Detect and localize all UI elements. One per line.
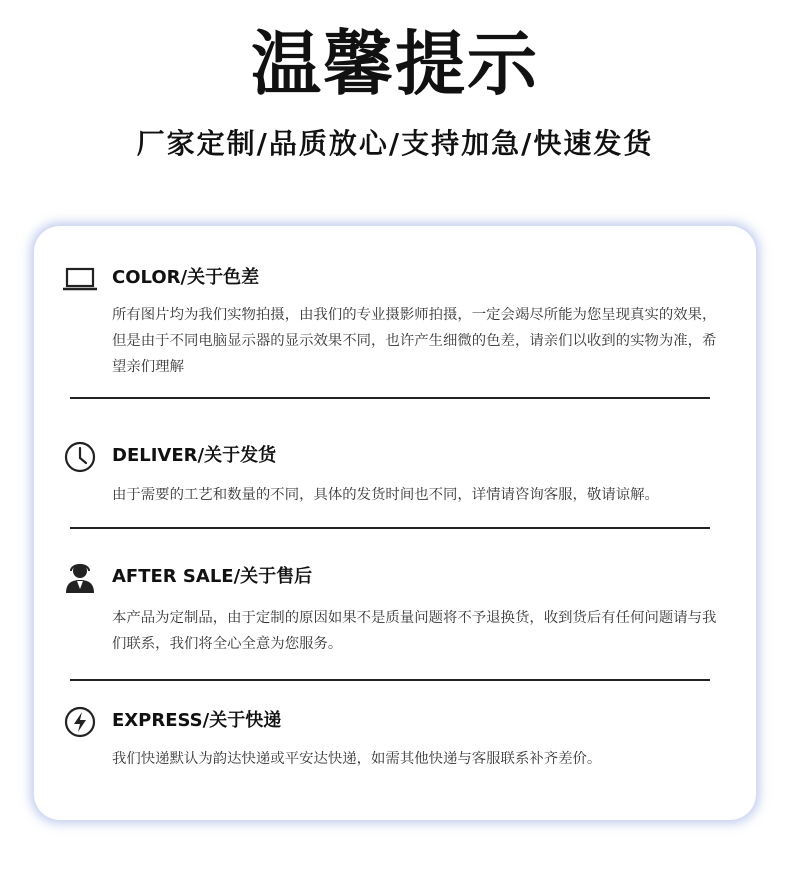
section-title: AFTER SALE/关于售后 [112,566,313,587]
section-body: 我们快递默认为韵达快递或平安达快递，如需其他快递与客服联系补齐差价。 [112,751,602,767]
page-subtitle: 厂家定制/品质放心/支持加急/快速发货 [136,127,654,160]
section-body: 由于需要的工艺和数量的不同，具体的发货时间也不同，详情请咨询客服，敬请谅解。 [112,487,659,503]
clock-icon [62,439,98,475]
lightning-icon [62,704,98,740]
notice-card [34,226,756,820]
divider [70,397,710,399]
divider [70,679,710,681]
page-title: 温馨提示 [251,23,539,105]
customer-service-icon [62,559,98,595]
section-title: DELIVER/关于发货 [112,445,277,466]
divider [70,527,710,529]
section-title: COLOR/关于色差 [112,267,260,288]
section-body: 所有图片均为我们实物拍摄，由我们的专业摄影师拍摄，一定会竭尽所能为您呈现真实的效果，但是由于不同电脑显示器的显示效果不同，也许产生细微的色差，请亲们以收到的实物为准，希望亲们理解 [112,307,717,375]
section-body: 本产品为定制品，由于定制的原因如果不是质量问题将不予退换货，收到货后有任何问题请与我们联系，我们将全心全意为您服务。 [112,610,717,652]
laptop-icon [62,260,98,296]
section-title: EXPRESS/关于快递 [112,710,282,731]
